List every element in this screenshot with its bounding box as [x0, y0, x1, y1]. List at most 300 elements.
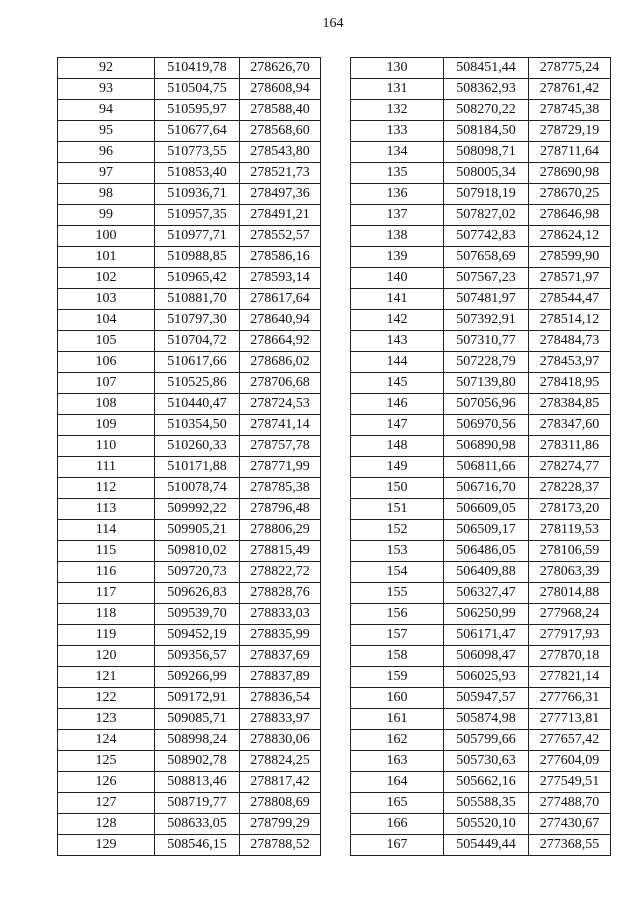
point-number-cell: 134 [351, 142, 444, 163]
point-number-cell: 115 [58, 541, 155, 562]
point-number-cell: 118 [58, 604, 155, 625]
table-row [58, 436, 321, 457]
table-row [351, 730, 611, 751]
x-coordinate-cell: 508998,24 [155, 730, 240, 751]
table-row [351, 205, 611, 226]
y-coordinate-cell: 278771,99 [240, 457, 321, 478]
point-number-cell: 161 [351, 709, 444, 730]
x-coordinate-cell: 507310,77 [444, 331, 529, 352]
table-row [58, 163, 321, 184]
point-number-cell: 139 [351, 247, 444, 268]
table-row [58, 541, 321, 562]
y-coordinate-cell: 278544,47 [529, 289, 611, 310]
point-number-cell: 99 [58, 205, 155, 226]
x-coordinate-cell: 505588,35 [444, 793, 529, 814]
y-coordinate-cell: 278588,40 [240, 100, 321, 121]
table-row [351, 520, 611, 541]
table-row [58, 226, 321, 247]
y-coordinate-cell: 278119,53 [529, 520, 611, 541]
table-row [351, 226, 611, 247]
y-coordinate-cell: 278593,14 [240, 268, 321, 289]
point-number-cell: 160 [351, 688, 444, 709]
y-coordinate-cell: 278670,25 [529, 184, 611, 205]
table-row [351, 268, 611, 289]
y-coordinate-cell: 278640,94 [240, 310, 321, 331]
point-number-cell: 150 [351, 478, 444, 499]
table-row [351, 184, 611, 205]
y-coordinate-cell: 277604,09 [529, 751, 611, 772]
table-row [351, 58, 611, 79]
x-coordinate-cell: 506970,56 [444, 415, 529, 436]
point-number-cell: 143 [351, 331, 444, 352]
point-number-cell: 113 [58, 499, 155, 520]
y-coordinate-cell: 278521,73 [240, 163, 321, 184]
x-coordinate-cell: 509085,71 [155, 709, 240, 730]
table-row [351, 394, 611, 415]
point-number-cell: 123 [58, 709, 155, 730]
point-number-cell: 149 [351, 457, 444, 478]
y-coordinate-cell: 278384,85 [529, 394, 611, 415]
y-coordinate-cell: 278173,20 [529, 499, 611, 520]
point-number-cell: 142 [351, 310, 444, 331]
x-coordinate-cell: 510936,71 [155, 184, 240, 205]
point-number-cell: 163 [351, 751, 444, 772]
x-coordinate-cell: 508719,77 [155, 793, 240, 814]
table-row [58, 184, 321, 205]
table-row [351, 667, 611, 688]
y-coordinate-cell: 278690,98 [529, 163, 611, 184]
table-row [58, 814, 321, 835]
point-number-cell: 119 [58, 625, 155, 646]
table-row [58, 121, 321, 142]
x-coordinate-cell: 506171,47 [444, 625, 529, 646]
x-coordinate-cell: 506098,47 [444, 646, 529, 667]
table-row [58, 247, 321, 268]
x-coordinate-cell: 508813,46 [155, 772, 240, 793]
table-row [351, 562, 611, 583]
y-coordinate-cell: 278514,12 [529, 310, 611, 331]
point-number-cell: 96 [58, 142, 155, 163]
x-coordinate-cell: 509992,22 [155, 499, 240, 520]
table-row [351, 793, 611, 814]
point-number-cell: 122 [58, 688, 155, 709]
y-coordinate-cell: 277488,70 [529, 793, 611, 814]
point-number-cell: 108 [58, 394, 155, 415]
point-number-cell: 102 [58, 268, 155, 289]
x-coordinate-cell: 508451,44 [444, 58, 529, 79]
y-coordinate-cell: 278833,03 [240, 604, 321, 625]
point-number-cell: 144 [351, 352, 444, 373]
x-coordinate-cell: 506890,98 [444, 436, 529, 457]
x-coordinate-cell: 509626,83 [155, 583, 240, 604]
point-number-cell: 111 [58, 457, 155, 478]
x-coordinate-cell: 507567,23 [444, 268, 529, 289]
point-number-cell: 164 [351, 772, 444, 793]
x-coordinate-cell: 507056,96 [444, 394, 529, 415]
table-row [58, 730, 321, 751]
y-coordinate-cell: 278686,02 [240, 352, 321, 373]
table-row [351, 352, 611, 373]
x-coordinate-cell: 510354,50 [155, 415, 240, 436]
x-coordinate-cell: 506327,47 [444, 583, 529, 604]
table-row [58, 562, 321, 583]
point-number-cell: 92 [58, 58, 155, 79]
point-number-cell: 98 [58, 184, 155, 205]
y-coordinate-cell: 278711,64 [529, 142, 611, 163]
table-row [58, 205, 321, 226]
point-number-cell: 126 [58, 772, 155, 793]
table-row [351, 310, 611, 331]
table-row [58, 331, 321, 352]
point-number-cell: 138 [351, 226, 444, 247]
point-number-cell: 105 [58, 331, 155, 352]
point-number-cell: 137 [351, 205, 444, 226]
table-row [351, 100, 611, 121]
x-coordinate-cell: 507228,79 [444, 352, 529, 373]
point-number-cell: 136 [351, 184, 444, 205]
y-coordinate-cell: 278835,99 [240, 625, 321, 646]
y-coordinate-cell: 278775,24 [529, 58, 611, 79]
x-coordinate-cell: 510595,97 [155, 100, 240, 121]
point-number-cell: 94 [58, 100, 155, 121]
y-coordinate-cell: 278626,70 [240, 58, 321, 79]
table-row [351, 541, 611, 562]
y-coordinate-cell: 278491,21 [240, 205, 321, 226]
point-number-cell: 110 [58, 436, 155, 457]
x-coordinate-cell: 505662,16 [444, 772, 529, 793]
x-coordinate-cell: 508546,15 [155, 835, 240, 856]
y-coordinate-cell: 277657,42 [529, 730, 611, 751]
coordinates-table-right [350, 57, 611, 856]
table-row [58, 772, 321, 793]
y-coordinate-cell: 278799,29 [240, 814, 321, 835]
table-row [351, 835, 611, 856]
y-coordinate-cell: 278785,38 [240, 478, 321, 499]
table-row [351, 121, 611, 142]
point-number-cell: 93 [58, 79, 155, 100]
table-row [351, 331, 611, 352]
x-coordinate-cell: 510704,72 [155, 331, 240, 352]
table-row [58, 667, 321, 688]
x-coordinate-cell: 510525,86 [155, 373, 240, 394]
y-coordinate-cell: 278586,16 [240, 247, 321, 268]
point-number-cell: 117 [58, 583, 155, 604]
y-coordinate-cell: 278608,94 [240, 79, 321, 100]
y-coordinate-cell: 278788,52 [240, 835, 321, 856]
y-coordinate-cell: 278741,14 [240, 415, 321, 436]
table-row [58, 625, 321, 646]
table-row [351, 163, 611, 184]
y-coordinate-cell: 278453,97 [529, 352, 611, 373]
x-coordinate-cell: 507827,02 [444, 205, 529, 226]
x-coordinate-cell: 510078,74 [155, 478, 240, 499]
table-row [351, 814, 611, 835]
y-coordinate-cell: 278497,36 [240, 184, 321, 205]
y-coordinate-cell: 278796,48 [240, 499, 321, 520]
y-coordinate-cell: 278599,90 [529, 247, 611, 268]
y-coordinate-cell: 278830,06 [240, 730, 321, 751]
point-number-cell: 128 [58, 814, 155, 835]
table-row [58, 79, 321, 100]
y-coordinate-cell: 278706,68 [240, 373, 321, 394]
point-number-cell: 159 [351, 667, 444, 688]
point-number-cell: 140 [351, 268, 444, 289]
x-coordinate-cell: 507481,97 [444, 289, 529, 310]
x-coordinate-cell: 507918,19 [444, 184, 529, 205]
table-row [58, 751, 321, 772]
table-row [58, 352, 321, 373]
point-number-cell: 151 [351, 499, 444, 520]
coordinates-table-left [57, 57, 321, 856]
point-number-cell: 148 [351, 436, 444, 457]
x-coordinate-cell: 506409,88 [444, 562, 529, 583]
y-coordinate-cell: 278347,60 [529, 415, 611, 436]
table-row [351, 436, 611, 457]
y-coordinate-cell: 277549,51 [529, 772, 611, 793]
point-number-cell: 147 [351, 415, 444, 436]
table-row [58, 394, 321, 415]
y-coordinate-cell: 278624,12 [529, 226, 611, 247]
x-coordinate-cell: 506509,17 [444, 520, 529, 541]
point-number-cell: 114 [58, 520, 155, 541]
y-coordinate-cell: 278828,76 [240, 583, 321, 604]
point-number-cell: 104 [58, 310, 155, 331]
x-coordinate-cell: 510988,85 [155, 247, 240, 268]
point-number-cell: 97 [58, 163, 155, 184]
point-number-cell: 152 [351, 520, 444, 541]
table-row [351, 751, 611, 772]
point-number-cell: 156 [351, 604, 444, 625]
y-coordinate-cell: 278822,72 [240, 562, 321, 583]
x-coordinate-cell: 509452,19 [155, 625, 240, 646]
y-coordinate-cell: 278833,97 [240, 709, 321, 730]
x-coordinate-cell: 510965,42 [155, 268, 240, 289]
x-coordinate-cell: 506250,99 [444, 604, 529, 625]
table-row [58, 478, 321, 499]
y-coordinate-cell: 278806,29 [240, 520, 321, 541]
x-coordinate-cell: 508098,71 [444, 142, 529, 163]
point-number-cell: 107 [58, 373, 155, 394]
y-coordinate-cell: 278571,97 [529, 268, 611, 289]
table-row [58, 793, 321, 814]
table-row [58, 520, 321, 541]
table-row [58, 646, 321, 667]
x-coordinate-cell: 510260,33 [155, 436, 240, 457]
y-coordinate-cell: 277917,93 [529, 625, 611, 646]
table-row [58, 709, 321, 730]
point-number-cell: 129 [58, 835, 155, 856]
point-number-cell: 141 [351, 289, 444, 310]
y-coordinate-cell: 278646,98 [529, 205, 611, 226]
y-coordinate-cell: 278824,25 [240, 751, 321, 772]
point-number-cell: 166 [351, 814, 444, 835]
table-row [351, 478, 611, 499]
point-number-cell: 125 [58, 751, 155, 772]
point-number-cell: 157 [351, 625, 444, 646]
y-coordinate-cell: 278757,78 [240, 436, 321, 457]
x-coordinate-cell: 509720,73 [155, 562, 240, 583]
x-coordinate-cell: 510797,30 [155, 310, 240, 331]
y-coordinate-cell: 278724,53 [240, 394, 321, 415]
x-coordinate-cell: 507658,69 [444, 247, 529, 268]
y-coordinate-cell: 278664,92 [240, 331, 321, 352]
x-coordinate-cell: 508633,05 [155, 814, 240, 835]
x-coordinate-cell: 510977,71 [155, 226, 240, 247]
y-coordinate-cell: 278014,88 [529, 583, 611, 604]
x-coordinate-cell: 509266,99 [155, 667, 240, 688]
table-row [351, 247, 611, 268]
y-coordinate-cell: 278745,38 [529, 100, 611, 121]
point-number-cell: 120 [58, 646, 155, 667]
point-number-cell: 116 [58, 562, 155, 583]
point-number-cell: 155 [351, 583, 444, 604]
x-coordinate-cell: 510773,55 [155, 142, 240, 163]
table-row [58, 373, 321, 394]
x-coordinate-cell: 508270,22 [444, 100, 529, 121]
y-coordinate-cell: 278836,54 [240, 688, 321, 709]
y-coordinate-cell: 277870,18 [529, 646, 611, 667]
point-number-cell: 153 [351, 541, 444, 562]
x-coordinate-cell: 506025,93 [444, 667, 529, 688]
point-number-cell: 112 [58, 478, 155, 499]
point-number-cell: 165 [351, 793, 444, 814]
x-coordinate-cell: 505730,63 [444, 751, 529, 772]
y-coordinate-cell: 278106,59 [529, 541, 611, 562]
point-number-cell: 127 [58, 793, 155, 814]
x-coordinate-cell: 507139,80 [444, 373, 529, 394]
table-row [58, 583, 321, 604]
table-row [58, 310, 321, 331]
point-number-cell: 101 [58, 247, 155, 268]
point-number-cell: 95 [58, 121, 155, 142]
table-row [58, 604, 321, 625]
point-number-cell: 121 [58, 667, 155, 688]
x-coordinate-cell: 510957,35 [155, 205, 240, 226]
x-coordinate-cell: 505947,57 [444, 688, 529, 709]
y-coordinate-cell: 278228,37 [529, 478, 611, 499]
point-number-cell: 109 [58, 415, 155, 436]
y-coordinate-cell: 278817,42 [240, 772, 321, 793]
y-coordinate-cell: 278274,77 [529, 457, 611, 478]
table-row [351, 646, 611, 667]
x-coordinate-cell: 508902,78 [155, 751, 240, 772]
y-coordinate-cell: 277821,14 [529, 667, 611, 688]
x-coordinate-cell: 507392,91 [444, 310, 529, 331]
table-row [58, 268, 321, 289]
point-number-cell: 124 [58, 730, 155, 751]
y-coordinate-cell: 277766,31 [529, 688, 611, 709]
x-coordinate-cell: 510853,40 [155, 163, 240, 184]
point-number-cell: 158 [351, 646, 444, 667]
table-row [351, 688, 611, 709]
x-coordinate-cell: 510677,64 [155, 121, 240, 142]
x-coordinate-cell: 506486,05 [444, 541, 529, 562]
y-coordinate-cell: 277713,81 [529, 709, 611, 730]
y-coordinate-cell: 277430,67 [529, 814, 611, 835]
x-coordinate-cell: 505799,66 [444, 730, 529, 751]
x-coordinate-cell: 509810,02 [155, 541, 240, 562]
y-coordinate-cell: 278761,42 [529, 79, 611, 100]
x-coordinate-cell: 507742,83 [444, 226, 529, 247]
y-coordinate-cell: 278808,69 [240, 793, 321, 814]
x-coordinate-cell: 506716,70 [444, 478, 529, 499]
table-row [351, 415, 611, 436]
table-row [58, 835, 321, 856]
y-coordinate-cell: 278617,64 [240, 289, 321, 310]
x-coordinate-cell: 505449,44 [444, 835, 529, 856]
x-coordinate-cell: 510440,47 [155, 394, 240, 415]
table-row [58, 415, 321, 436]
y-coordinate-cell: 278568,60 [240, 121, 321, 142]
y-coordinate-cell: 278837,69 [240, 646, 321, 667]
y-coordinate-cell: 278418,95 [529, 373, 611, 394]
table-row [351, 457, 611, 478]
y-coordinate-cell: 278729,19 [529, 121, 611, 142]
point-number-cell: 130 [351, 58, 444, 79]
x-coordinate-cell: 509905,21 [155, 520, 240, 541]
table-row [351, 625, 611, 646]
point-number-cell: 103 [58, 289, 155, 310]
x-coordinate-cell: 509172,91 [155, 688, 240, 709]
x-coordinate-cell: 510504,75 [155, 79, 240, 100]
table-row [351, 142, 611, 163]
y-coordinate-cell: 277368,55 [529, 835, 611, 856]
y-coordinate-cell: 278837,89 [240, 667, 321, 688]
y-coordinate-cell: 278484,73 [529, 331, 611, 352]
point-number-cell: 154 [351, 562, 444, 583]
table-row [58, 100, 321, 121]
page-number: 164 [322, 16, 344, 31]
y-coordinate-cell: 277968,24 [529, 604, 611, 625]
point-number-cell: 135 [351, 163, 444, 184]
table-row [351, 604, 611, 625]
table-row [351, 583, 611, 604]
table-row [351, 772, 611, 793]
x-coordinate-cell: 510171,88 [155, 457, 240, 478]
x-coordinate-cell: 509539,70 [155, 604, 240, 625]
x-coordinate-cell: 505520,10 [444, 814, 529, 835]
point-number-cell: 106 [58, 352, 155, 373]
table-row [58, 457, 321, 478]
y-coordinate-cell: 278063,39 [529, 562, 611, 583]
table-row [58, 688, 321, 709]
x-coordinate-cell: 509356,57 [155, 646, 240, 667]
table-row [58, 58, 321, 79]
point-number-cell: 132 [351, 100, 444, 121]
x-coordinate-cell: 505874,98 [444, 709, 529, 730]
x-coordinate-cell: 508362,93 [444, 79, 529, 100]
y-coordinate-cell: 278311,86 [529, 436, 611, 457]
table-row [351, 499, 611, 520]
x-coordinate-cell: 510617,66 [155, 352, 240, 373]
table-row [351, 79, 611, 100]
point-number-cell: 162 [351, 730, 444, 751]
y-coordinate-cell: 278815,49 [240, 541, 321, 562]
table-row [58, 289, 321, 310]
x-coordinate-cell: 510881,70 [155, 289, 240, 310]
table-row [58, 499, 321, 520]
point-number-cell: 145 [351, 373, 444, 394]
point-number-cell: 167 [351, 835, 444, 856]
x-coordinate-cell: 506811,66 [444, 457, 529, 478]
table-row [351, 709, 611, 730]
point-number-cell: 146 [351, 394, 444, 415]
y-coordinate-cell: 278552,57 [240, 226, 321, 247]
x-coordinate-cell: 506609,05 [444, 499, 529, 520]
table-row [58, 142, 321, 163]
point-number-cell: 133 [351, 121, 444, 142]
y-coordinate-cell: 278543,80 [240, 142, 321, 163]
